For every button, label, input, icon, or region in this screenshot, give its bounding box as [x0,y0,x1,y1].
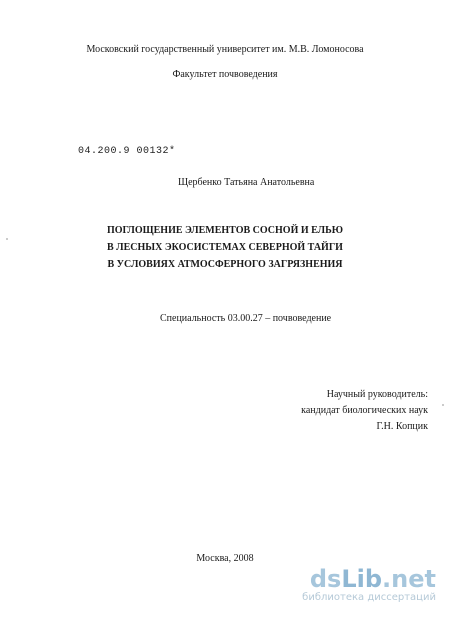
dslib-logo [302,566,436,592]
scan-speck [6,238,8,240]
scan-speck [442,404,444,406]
title-line-2: В ЛЕСНЫХ ЭКОСИСТЕМАХ СЕВЕРНОЙ ТАЙГИ [107,242,343,253]
specialty: Специальность 03.00.27 – почвоведение [160,313,332,324]
author-name: Щербенко Татьяна Анатольевна [178,177,315,188]
dissertation-title [0,222,450,273]
advisor-degree: кандидат биологических наук [301,405,428,416]
advisor-label: Научный руководитель: [326,389,428,400]
watermark-caption: библиотека диссертаций [302,592,436,603]
city-year: Москва, 2008 [196,553,254,564]
university-name: Московский государственный университет им. М.В. Ломоносова [86,44,364,55]
logo-part-net: .net [382,565,436,593]
faculty-name: Факультет почвоведения [172,69,278,80]
library-stamp-number: 04.200.9 00132* [78,146,176,157]
dslib-watermark [302,566,436,604]
logo-part-ds: ds [309,565,342,593]
title-line-1: ПОГЛОЩЕНИЕ ЭЛЕМЕНТОВ СОСНОЙ И ЕЛЬЮ [107,225,343,236]
advisor-name: Г.Н. Копцик [376,421,428,432]
title-line-3: В УСЛОВИЯХ АТМОСФЕРНОГО ЗАГРЯЗНЕНИЯ [107,259,343,270]
logo-part-lib: Lib [341,565,383,593]
